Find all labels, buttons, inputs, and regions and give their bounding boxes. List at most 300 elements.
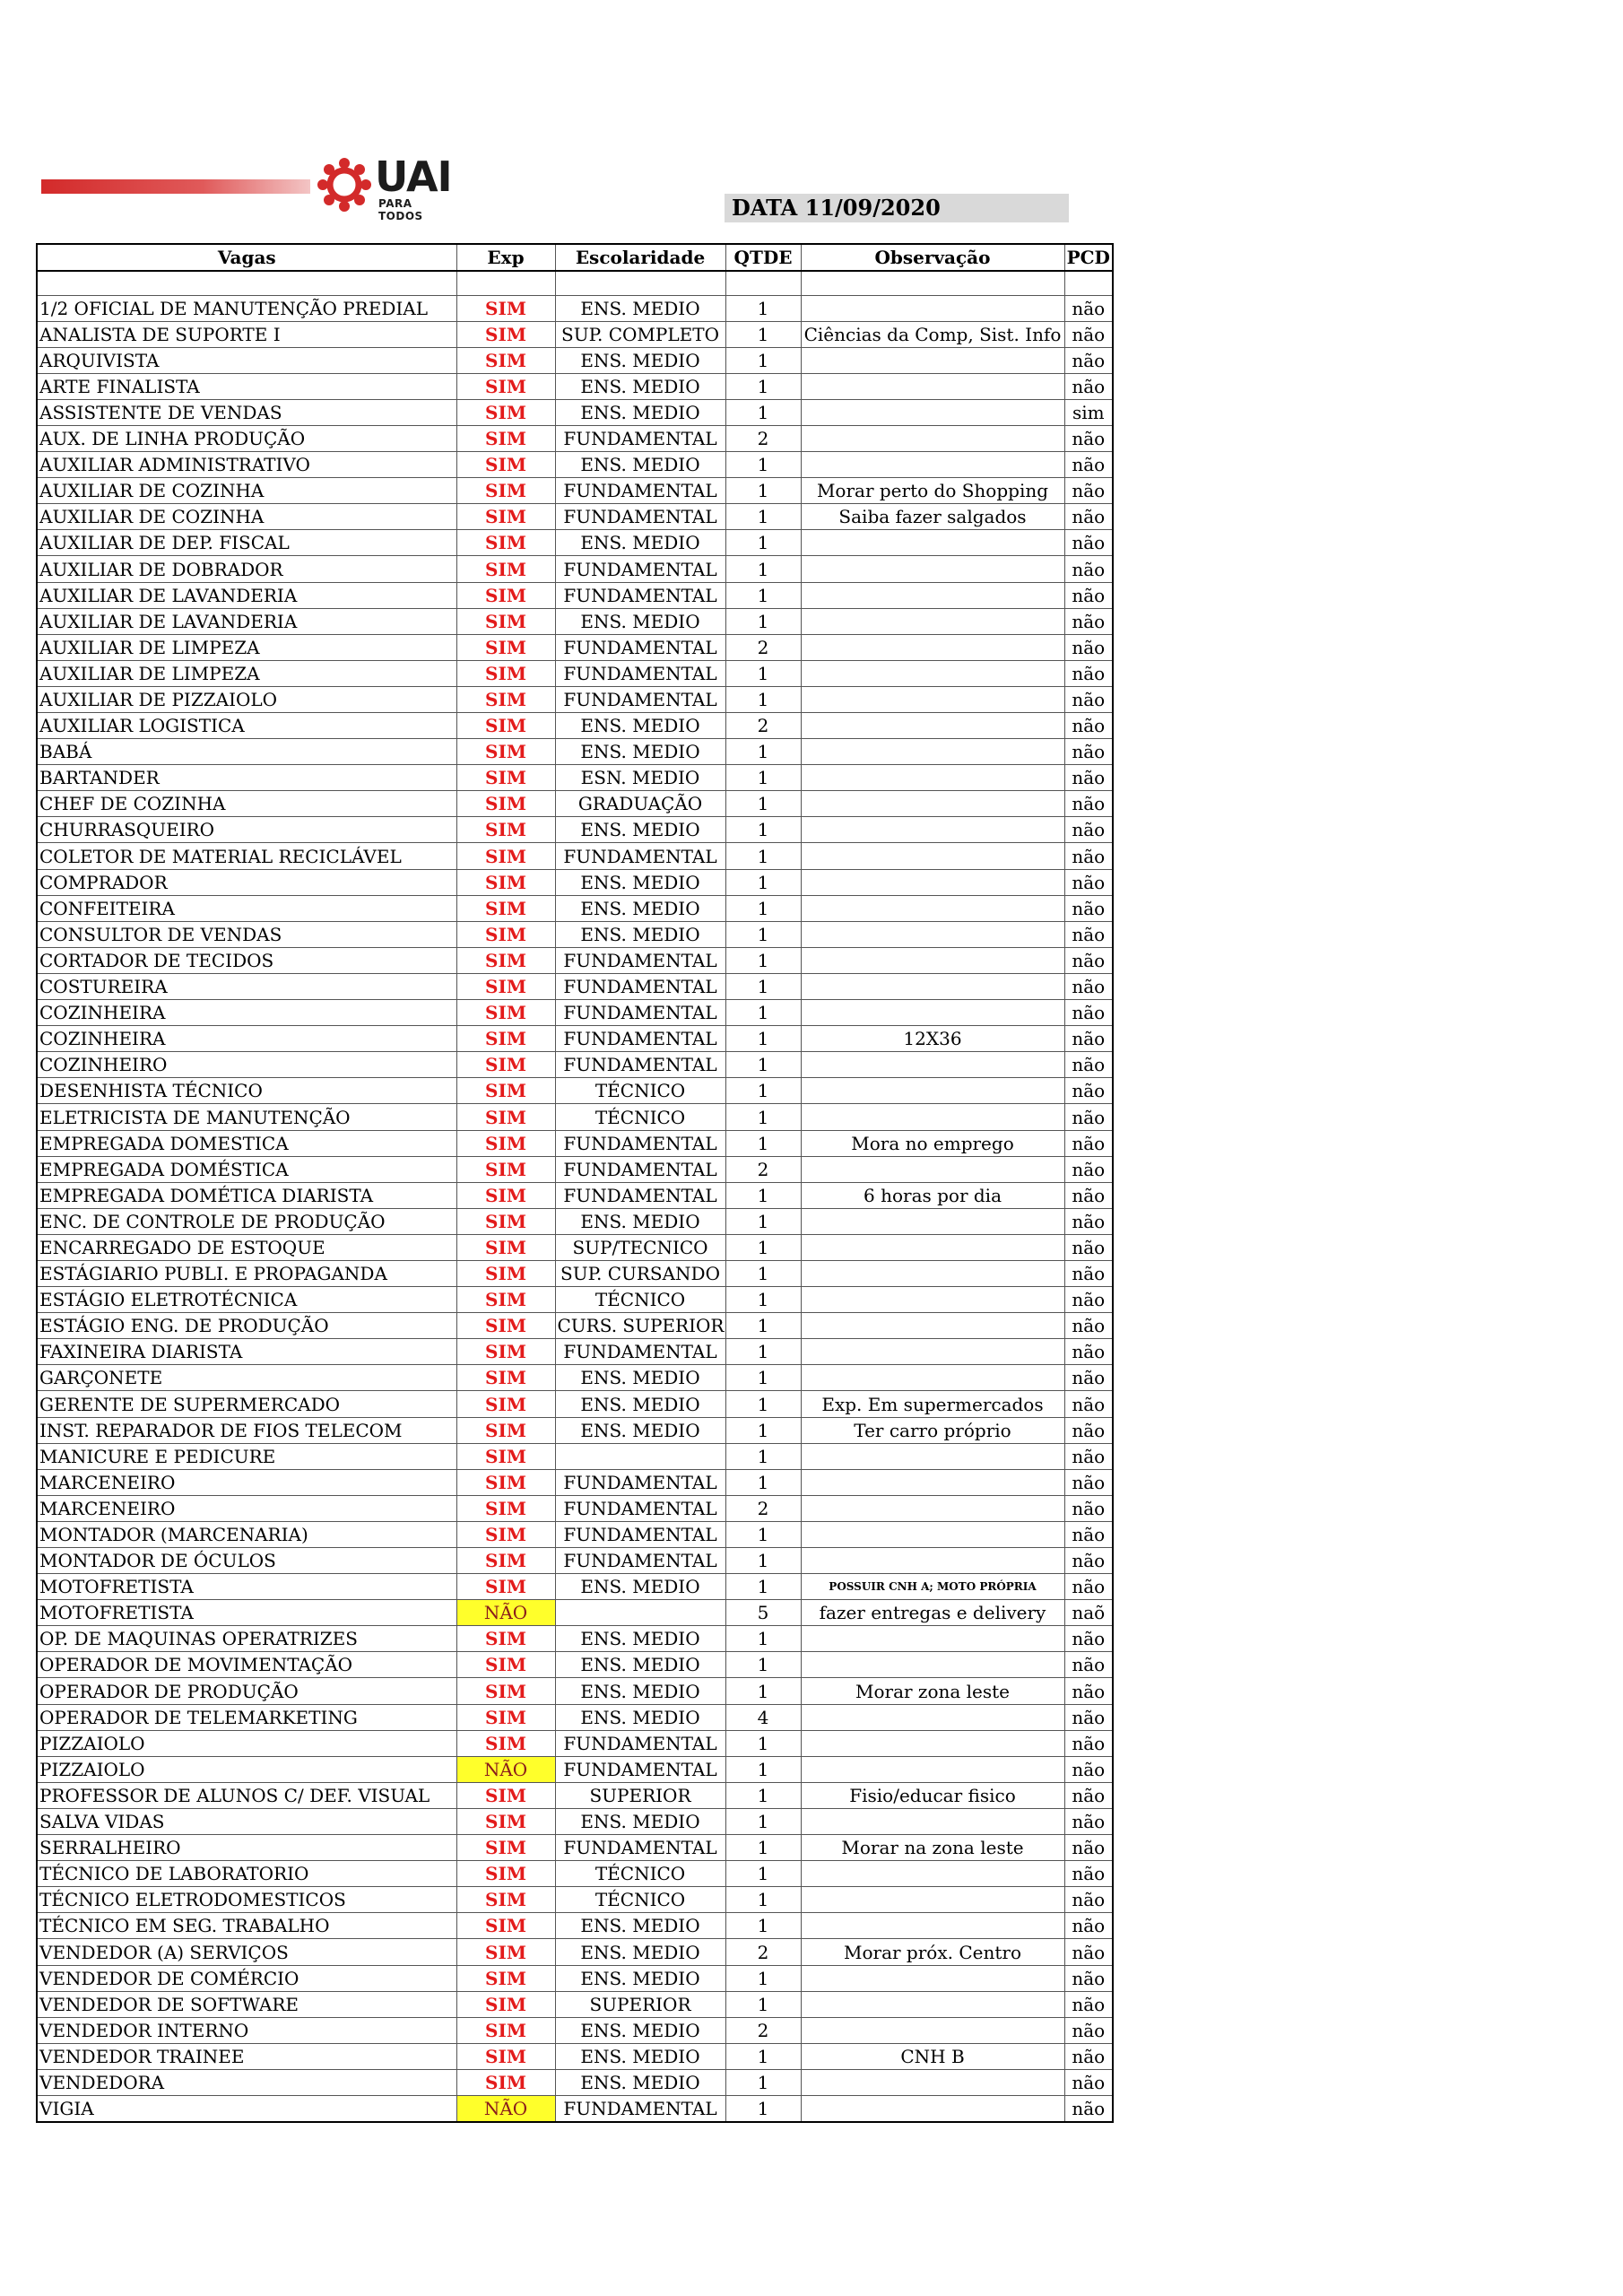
cell-pcd: naõ <box>1064 1600 1113 1626</box>
table-row <box>37 1495 1113 1521</box>
cell-qtde: 1 <box>725 1574 801 1600</box>
cell-pcd: não <box>1064 1521 1113 1547</box>
table-row <box>37 425 1113 451</box>
table-row <box>37 1026 1113 1052</box>
cell-qtde: 1 <box>725 556 801 582</box>
cell-exp: SIM <box>456 791 555 817</box>
cell-qtde: 1 <box>725 1521 801 1547</box>
cell-qtde: 1 <box>725 1626 801 1652</box>
cell-observacao <box>801 817 1064 843</box>
blank-row <box>37 271 1113 295</box>
cell-observacao: 6 horas por dia <box>801 1182 1064 1208</box>
table-row <box>37 1939 1113 1965</box>
cell-qtde: 1 <box>725 1991 801 2017</box>
cell-vaga: ANALISTA DE SUPORTE I <box>37 321 456 347</box>
cell-vaga: ESTÁGIARIO PUBLI. E PROPAGANDA <box>37 1260 456 1286</box>
table-row <box>37 739 1113 765</box>
cell-observacao: Saiba fazer salgados <box>801 504 1064 530</box>
table-row <box>37 1913 1113 1939</box>
table-row <box>37 1678 1113 1704</box>
cell-exp: SIM <box>456 1469 555 1495</box>
cell-vaga: VENDEDOR INTERNO <box>37 2017 456 2043</box>
cell-escolaridade: ENS. MEDIO <box>555 452 725 478</box>
cell-pcd: não <box>1064 1887 1113 1913</box>
cell-escolaridade: GRADUAÇÃO <box>555 791 725 817</box>
cell-escolaridade: ENS. MEDIO <box>555 1808 725 1834</box>
cell-pcd: não <box>1064 1417 1113 1443</box>
cell-observacao <box>801 1443 1064 1469</box>
cell-pcd: não <box>1064 1913 1113 1939</box>
cell-vaga: AUXILIAR DE PIZZAIOLO <box>37 686 456 712</box>
cell-pcd: não <box>1064 686 1113 712</box>
cell-exp: SIM <box>456 817 555 843</box>
cell-qtde: 1 <box>725 1417 801 1443</box>
cell-escolaridade: FUNDAMENTAL <box>555 478 725 504</box>
cell-escolaridade: FUNDAMENTAL <box>555 1521 725 1547</box>
cell-escolaridade: FUNDAMENTAL <box>555 504 725 530</box>
table-row <box>37 973 1113 999</box>
cell-observacao <box>801 582 1064 608</box>
cell-exp: SIM <box>456 1052 555 1078</box>
cell-exp: SIM <box>456 1287 555 1313</box>
cell-observacao <box>801 1078 1064 1104</box>
cell-exp: SIM <box>456 1991 555 2017</box>
cell-exp: SIM <box>456 608 555 634</box>
cell-pcd: não <box>1064 373 1113 399</box>
cell-pcd: não <box>1064 1156 1113 1182</box>
cell-pcd: não <box>1064 660 1113 686</box>
cell-qtde: 1 <box>725 1913 801 1939</box>
cell-qtde: 1 <box>725 1887 801 1913</box>
cell-vaga: COZINHEIRA <box>37 1000 456 1026</box>
cell-qtde: 2 <box>725 1495 801 1521</box>
cell-escolaridade: ENS. MEDIO <box>555 1704 725 1730</box>
table-row <box>37 295 1113 321</box>
cell-pcd: não <box>1064 1182 1113 1208</box>
cell-escolaridade: CURS. SUPERIOR <box>555 1313 725 1339</box>
cell-pcd: não <box>1064 1260 1113 1286</box>
cell-vaga: AUXILIAR DE COZINHA <box>37 504 456 530</box>
cell-escolaridade: FUNDAMENTAL <box>555 947 725 973</box>
cell-vaga: VENDEDOR TRAINEE <box>37 2043 456 2069</box>
cell-escolaridade: ENS. MEDIO <box>555 1913 725 1939</box>
cell-qtde: 1 <box>725 1861 801 1887</box>
cell-qtde: 1 <box>725 973 801 999</box>
table-row <box>37 504 1113 530</box>
cell-vaga: AUXILIAR ADMINISTRATIVO <box>37 452 456 478</box>
table-row <box>37 791 1113 817</box>
cell-pcd: não <box>1064 1704 1113 1730</box>
table-row <box>37 530 1113 556</box>
cell-qtde: 1 <box>725 1391 801 1417</box>
cell-escolaridade: FUNDAMENTAL <box>555 686 725 712</box>
cell-escolaridade: ENS. MEDIO <box>555 347 725 373</box>
cell-pcd: não <box>1064 1574 1113 1600</box>
header-vagas: Vagas <box>37 244 456 271</box>
cell-observacao <box>801 1156 1064 1182</box>
cell-observacao: Exp. Em supermercados <box>801 1391 1064 1417</box>
cell-observacao <box>801 947 1064 973</box>
cell-vaga: MARCENEIRO <box>37 1495 456 1521</box>
cell-escolaridade: ENS. MEDIO <box>555 921 725 947</box>
cell-pcd: sim <box>1064 399 1113 425</box>
table-row <box>37 1965 1113 1991</box>
cell-qtde: 1 <box>725 1548 801 1574</box>
table-row <box>37 921 1113 947</box>
cell-observacao <box>801 452 1064 478</box>
cell-pcd: não <box>1064 425 1113 451</box>
cell-exp: SIM <box>456 1026 555 1052</box>
cell-vaga: EMPREGADA DOMESTICA <box>37 1130 456 1156</box>
cell-exp: NÃO <box>456 2095 555 2121</box>
table-row <box>37 2095 1113 2121</box>
cell-escolaridade: FUNDAMENTAL <box>555 1130 725 1156</box>
table-row <box>37 765 1113 791</box>
table-row <box>37 1756 1113 1782</box>
table-row <box>37 478 1113 504</box>
table-row <box>37 947 1113 973</box>
cell-vaga: ELETRICISTA DE MANUTENÇÃO <box>37 1104 456 1130</box>
cell-observacao <box>801 1991 1064 2017</box>
cell-qtde: 1 <box>725 2043 801 2069</box>
cell-observacao <box>801 1260 1064 1286</box>
cell-observacao <box>801 1730 1064 1756</box>
cell-vaga: AUXILIAR DE DOBRADOR <box>37 556 456 582</box>
header-pcd: PCD <box>1064 244 1113 271</box>
table-row <box>37 1365 1113 1391</box>
cell-observacao: POSSUIR CNH A; MOTO PRÓPRIA <box>801 1574 1064 1600</box>
table-row <box>37 1260 1113 1286</box>
cell-vaga: ENC. DE CONTROLE DE PRODUÇÃO <box>37 1208 456 1234</box>
table-row <box>37 582 1113 608</box>
cell-pcd: não <box>1064 895 1113 921</box>
cell-pcd: não <box>1064 2043 1113 2069</box>
table-body <box>37 271 1113 2122</box>
cell-observacao <box>801 2069 1064 2095</box>
cell-exp: SIM <box>456 1104 555 1130</box>
cell-exp: SIM <box>456 1782 555 1808</box>
cell-exp: SIM <box>456 582 555 608</box>
cell-observacao <box>801 1365 1064 1391</box>
table-header-row <box>37 244 1113 271</box>
cell-vaga: VIGIA <box>37 2095 456 2121</box>
cell-observacao <box>801 1861 1064 1887</box>
cell-escolaridade: ENS. MEDIO <box>555 869 725 895</box>
cell-pcd: não <box>1064 608 1113 634</box>
table-row <box>37 2069 1113 2095</box>
cell-observacao <box>801 1339 1064 1365</box>
table-row <box>37 1156 1113 1182</box>
cell-pcd: não <box>1064 2017 1113 2043</box>
cell-vaga: AUXILIAR DE DEP. FISCAL <box>37 530 456 556</box>
cell-exp: SIM <box>456 1835 555 1861</box>
cell-observacao <box>801 791 1064 817</box>
cell-observacao <box>801 1052 1064 1078</box>
blank-cell <box>555 271 725 295</box>
cell-observacao <box>801 1756 1064 1782</box>
cell-observacao: Morar na zona leste <box>801 1835 1064 1861</box>
cell-observacao <box>801 1313 1064 1339</box>
cell-exp: SIM <box>456 1861 555 1887</box>
table-row <box>37 1130 1113 1156</box>
table-row <box>37 608 1113 634</box>
cell-vaga: ASSISTENTE DE VENDAS <box>37 399 456 425</box>
cell-vaga: ARTE FINALISTA <box>37 373 456 399</box>
cell-observacao <box>801 373 1064 399</box>
cell-qtde: 5 <box>725 1600 801 1626</box>
cell-exp: SIM <box>456 895 555 921</box>
table-row <box>37 2043 1113 2069</box>
table-row <box>37 686 1113 712</box>
cell-vaga: CORTADOR DE TECIDOS <box>37 947 456 973</box>
cell-pcd: não <box>1064 556 1113 582</box>
cell-exp: SIM <box>456 713 555 739</box>
cell-vaga: VENDEDOR (A) SERVIÇOS <box>37 1939 456 1965</box>
cell-pcd: não <box>1064 739 1113 765</box>
cell-observacao <box>801 2095 1064 2121</box>
cell-exp: SIM <box>456 530 555 556</box>
cell-exp: SIM <box>456 399 555 425</box>
cell-qtde: 4 <box>725 1704 801 1730</box>
table-row <box>37 1521 1113 1547</box>
cell-pcd: não <box>1064 452 1113 478</box>
cell-exp: SIM <box>456 1313 555 1339</box>
cell-exp: SIM <box>456 1495 555 1521</box>
cell-exp: SIM <box>456 2043 555 2069</box>
cell-qtde: 1 <box>725 530 801 556</box>
cell-qtde: 1 <box>725 478 801 504</box>
cell-vaga: EMPREGADA DOMÉSTICA <box>37 1156 456 1182</box>
cell-exp: SIM <box>456 1417 555 1443</box>
cell-pcd: não <box>1064 973 1113 999</box>
cell-escolaridade: ENS. MEDIO <box>555 608 725 634</box>
cell-escolaridade: ENS. MEDIO <box>555 399 725 425</box>
cell-observacao <box>801 1000 1064 1026</box>
cell-escolaridade: FUNDAMENTAL <box>555 843 725 869</box>
cell-pcd: não <box>1064 1939 1113 1965</box>
cell-vaga: TÉCNICO ELETRODOMESTICOS <box>37 1887 456 1913</box>
table-row <box>37 843 1113 869</box>
cell-escolaridade: FUNDAMENTAL <box>555 582 725 608</box>
cell-qtde: 1 <box>725 1052 801 1078</box>
cell-escolaridade: ENS. MEDIO <box>555 1678 725 1704</box>
cell-observacao <box>801 1469 1064 1495</box>
cell-observacao <box>801 556 1064 582</box>
cell-qtde: 1 <box>725 1469 801 1495</box>
cell-exp: SIM <box>456 1130 555 1156</box>
cell-escolaridade: FUNDAMENTAL <box>555 1469 725 1495</box>
header-qtde: QTDE <box>725 244 801 271</box>
cell-observacao: Morar zona leste <box>801 1678 1064 1704</box>
cell-exp: SIM <box>456 739 555 765</box>
table-row <box>37 1287 1113 1313</box>
cell-pcd: não <box>1064 1808 1113 1834</box>
cell-qtde: 2 <box>725 713 801 739</box>
cell-qtde: 1 <box>725 1339 801 1365</box>
table-row <box>37 347 1113 373</box>
cell-escolaridade: FUNDAMENTAL <box>555 1026 725 1052</box>
cell-pcd: não <box>1064 1339 1113 1365</box>
cell-escolaridade: FUNDAMENTAL <box>555 1756 725 1782</box>
cell-pcd: não <box>1064 1104 1113 1130</box>
cell-pcd: não <box>1064 478 1113 504</box>
cell-pcd: não <box>1064 1965 1113 1991</box>
cell-exp: SIM <box>456 1678 555 1704</box>
cell-pcd: não <box>1064 347 1113 373</box>
cell-observacao <box>801 425 1064 451</box>
cell-qtde: 1 <box>725 686 801 712</box>
cell-escolaridade: ENS. MEDIO <box>555 1652 725 1678</box>
cell-escolaridade: FUNDAMENTAL <box>555 1052 725 1078</box>
cell-vaga: MONTADOR (MARCENARIA) <box>37 1521 456 1547</box>
cell-qtde: 1 <box>725 1208 801 1234</box>
cell-escolaridade: ENS. MEDIO <box>555 2043 725 2069</box>
cell-escolaridade: FUNDAMENTAL <box>555 1495 725 1521</box>
cell-qtde: 1 <box>725 1182 801 1208</box>
cell-qtde: 1 <box>725 1808 801 1834</box>
cell-escolaridade: FUNDAMENTAL <box>555 1339 725 1365</box>
cell-qtde: 1 <box>725 582 801 608</box>
cell-exp: SIM <box>456 1078 555 1104</box>
cell-observacao <box>801 295 1064 321</box>
cell-escolaridade: ENS. MEDIO <box>555 295 725 321</box>
cell-qtde: 1 <box>725 295 801 321</box>
cell-exp: SIM <box>456 1548 555 1574</box>
cell-escolaridade: TÉCNICO <box>555 1861 725 1887</box>
cell-observacao <box>801 2017 1064 2043</box>
cell-observacao <box>801 713 1064 739</box>
cell-escolaridade: TÉCNICO <box>555 1104 725 1130</box>
cell-observacao <box>801 1104 1064 1130</box>
cell-escolaridade: ENS. MEDIO <box>555 1939 725 1965</box>
cell-escolaridade: ENS. MEDIO <box>555 1417 725 1443</box>
cell-vaga: MOTOFRETISTA <box>37 1600 456 1626</box>
cell-pcd: não <box>1064 1835 1113 1861</box>
cell-qtde: 1 <box>725 1078 801 1104</box>
table-row <box>37 1391 1113 1417</box>
table-row <box>37 1626 1113 1652</box>
cell-escolaridade: FUNDAMENTAL <box>555 2095 725 2121</box>
header-exp: Exp <box>456 244 555 271</box>
cell-qtde: 1 <box>725 1365 801 1391</box>
cell-vaga: VENDEDOR DE SOFTWARE <box>37 1991 456 2017</box>
cell-observacao: Fisio/educar fisico <box>801 1782 1064 1808</box>
cell-qtde: 1 <box>725 1287 801 1313</box>
cell-escolaridade: FUNDAMENTAL <box>555 425 725 451</box>
cell-observacao: Morar próx. Centro <box>801 1939 1064 1965</box>
cell-exp: SIM <box>456 1887 555 1913</box>
cell-observacao <box>801 347 1064 373</box>
cell-qtde: 1 <box>725 869 801 895</box>
cell-observacao <box>801 660 1064 686</box>
cell-exp: NÃO <box>456 1756 555 1782</box>
cell-pcd: não <box>1064 295 1113 321</box>
cell-escolaridade: ENS. MEDIO <box>555 373 725 399</box>
cell-escolaridade: ENS. MEDIO <box>555 2069 725 2095</box>
cell-vaga: FAXINEIRA DIARISTA <box>37 1339 456 1365</box>
cell-observacao <box>801 1234 1064 1260</box>
cell-vaga: ESTÁGIO ELETROTÉCNICA <box>37 1287 456 1313</box>
cell-vaga: BABÁ <box>37 739 456 765</box>
cell-vaga: TÉCNICO DE LABORATORIO <box>37 1861 456 1887</box>
cell-vaga: AUX. DE LINHA PRODUÇÃO <box>37 425 456 451</box>
people-circle-icon <box>316 156 373 213</box>
cell-qtde: 1 <box>725 1443 801 1469</box>
table-row <box>37 1234 1113 1260</box>
cell-vaga: EMPREGADA DOMÉTICA DIARISTA <box>37 1182 456 1208</box>
cell-pcd: não <box>1064 1548 1113 1574</box>
cell-qtde: 1 <box>725 739 801 765</box>
cell-pcd: não <box>1064 817 1113 843</box>
table-row <box>37 895 1113 921</box>
uai-logo <box>316 154 455 222</box>
cell-observacao <box>801 608 1064 634</box>
cell-qtde: 1 <box>725 347 801 373</box>
cell-observacao <box>801 921 1064 947</box>
logo-tagline: PARA TODOS <box>378 197 423 222</box>
cell-escolaridade: TÉCNICO <box>555 1887 725 1913</box>
table-row <box>37 1469 1113 1495</box>
cell-escolaridade <box>555 1600 725 1626</box>
table-row <box>37 1182 1113 1208</box>
cell-exp: SIM <box>456 1234 555 1260</box>
cell-exp: SIM <box>456 1339 555 1365</box>
header-escolaridade: Escolaridade <box>555 244 725 271</box>
cell-vaga: OPERADOR DE MOVIMENTAÇÃO <box>37 1652 456 1678</box>
cell-qtde: 1 <box>725 1234 801 1260</box>
cell-qtde: 1 <box>725 1965 801 1991</box>
cell-escolaridade: FUNDAMENTAL <box>555 660 725 686</box>
table-row <box>37 817 1113 843</box>
cell-pcd: não <box>1064 1287 1113 1313</box>
table-row <box>37 1600 1113 1626</box>
table-row <box>37 1704 1113 1730</box>
cell-escolaridade: FUNDAMENTAL <box>555 973 725 999</box>
table-row <box>37 1991 1113 2017</box>
cell-escolaridade: ESN. MEDIO <box>555 765 725 791</box>
cell-pcd: não <box>1064 1991 1113 2017</box>
blank-cell <box>37 271 456 295</box>
cell-qtde: 1 <box>725 1026 801 1052</box>
cell-observacao <box>801 530 1064 556</box>
cell-vaga: ARQUIVISTA <box>37 347 456 373</box>
table-row <box>37 373 1113 399</box>
table-row <box>37 2017 1113 2043</box>
cell-qtde: 1 <box>725 1104 801 1130</box>
table-row <box>37 660 1113 686</box>
cell-exp: SIM <box>456 1652 555 1678</box>
cell-observacao <box>801 634 1064 660</box>
cell-exp: SIM <box>456 347 555 373</box>
cell-observacao <box>801 973 1064 999</box>
cell-observacao: CNH B <box>801 2043 1064 2069</box>
cell-exp: SIM <box>456 1626 555 1652</box>
table-row <box>37 1052 1113 1078</box>
table-row <box>37 1808 1113 1834</box>
cell-escolaridade <box>555 1443 725 1469</box>
cell-escolaridade: FUNDAMENTAL <box>555 1548 725 1574</box>
table-row <box>37 1652 1113 1678</box>
cell-vaga: PIZZAIOLO <box>37 1730 456 1756</box>
cell-pcd: não <box>1064 1000 1113 1026</box>
cell-vaga: MOTOFRETISTA <box>37 1574 456 1600</box>
cell-vaga: AUXILIAR DE LAVANDERIA <box>37 608 456 634</box>
cell-qtde: 1 <box>725 895 801 921</box>
cell-escolaridade: SUPERIOR <box>555 1991 725 2017</box>
cell-qtde: 1 <box>725 399 801 425</box>
cell-observacao <box>801 739 1064 765</box>
cell-exp: SIM <box>456 660 555 686</box>
